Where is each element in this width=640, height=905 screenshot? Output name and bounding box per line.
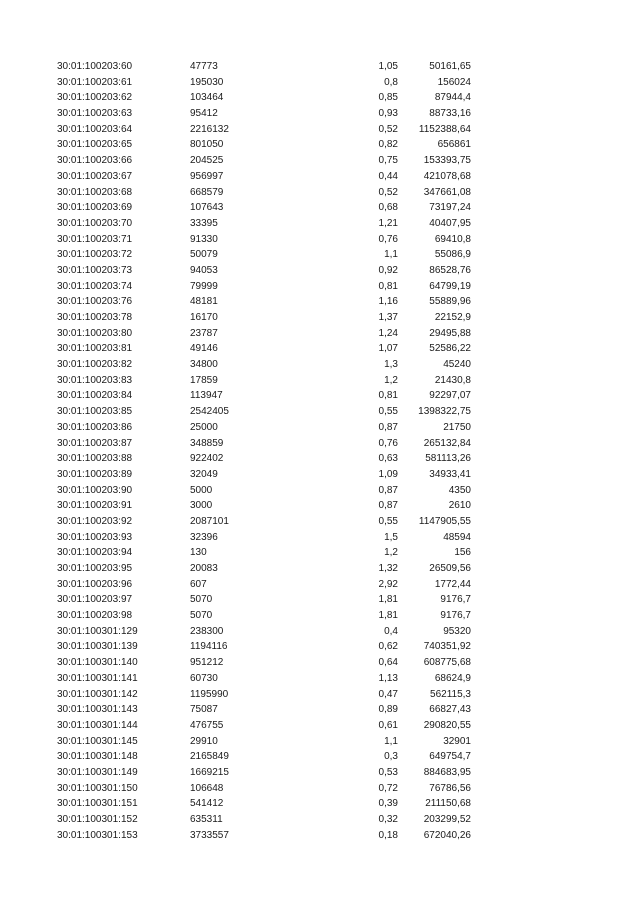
cadastral-number-cell: 30:01:100203:67 [57,170,133,182]
table-row [0,122,640,138]
quantity-cell: 956997 [190,170,224,182]
coefficient-cell: 0,81 [378,280,398,292]
coefficient-cell: 1,2 [384,374,398,386]
cadastral-number-cell: 30:01:100203:86 [57,421,133,433]
table-row [0,812,640,828]
total-value-cell: 21750 [443,421,471,433]
cadastral-number-cell: 30:01:100203:88 [57,453,133,465]
table-row [0,718,640,734]
cadastral-number-cell: 30:01:100203:85 [57,406,133,418]
quantity-cell: 47773 [190,61,218,72]
table-row [0,200,640,216]
table-row [0,153,640,169]
table-row [0,373,640,389]
table-row [0,828,640,844]
cadastral-number-cell: 30:01:100301:148 [57,751,138,763]
total-value-cell: 66827,43 [429,704,471,716]
table-row [0,169,640,185]
quantity-cell: 476755 [190,719,224,731]
cadastral-number-cell: 30:01:100203:89 [57,468,133,480]
coefficient-cell: 1,2 [384,547,398,559]
total-value-cell: 32901 [443,735,471,747]
coefficient-cell: 1,32 [378,563,398,574]
coefficient-cell: 0,39 [378,798,398,810]
total-value-cell: 884683,95 [423,766,471,778]
total-value-cell: 421078,68 [423,170,471,182]
total-value-cell: 73197,24 [429,202,471,214]
total-value-cell: 656861 [437,139,471,151]
table-row [0,232,640,248]
cadastral-number-cell: 30:01:100203:60 [57,61,133,72]
total-value-cell: 153393,75 [423,155,471,167]
table-row [0,326,640,342]
coefficient-cell: 0,87 [378,484,398,496]
quantity-cell: 95412 [190,108,218,120]
total-value-cell: 68624,9 [434,672,471,684]
quantity-cell: 541412 [190,798,224,810]
coefficient-cell: 0,4 [384,625,398,637]
cadastral-number-cell: 30:01:100203:92 [57,515,133,527]
coefficient-cell: 0,72 [378,782,398,794]
quantity-cell: 25000 [190,421,218,433]
total-value-cell: 1398322,75 [418,406,471,418]
cadastral-number-cell: 30:01:100203:72 [57,249,133,261]
cadastral-number-cell: 30:01:100203:98 [57,610,133,622]
quantity-cell: 5000 [190,484,213,496]
cadastral-number-cell: 30:01:100203:76 [57,296,133,308]
cadastral-number-cell: 30:01:100301:153 [57,829,138,841]
coefficient-cell: 0,47 [378,688,398,700]
quantity-cell: 29910 [190,735,218,747]
table-row [0,185,640,201]
quantity-cell: 2542405 [190,406,229,418]
table-row [0,514,640,530]
table-row [0,436,640,452]
coefficient-cell: 2,92 [378,578,398,590]
total-value-cell: 581113,26 [425,453,471,465]
quantity-cell: 2087101 [190,515,229,527]
coefficient-cell: 1,16 [378,296,398,308]
coefficient-cell: 0,76 [378,437,398,449]
cadastral-number-cell: 30:01:100203:81 [57,343,133,355]
cadastral-number-cell: 30:01:100301:151 [57,798,138,810]
total-value-cell: 156 [454,547,471,559]
quantity-cell: 238300 [190,625,224,637]
quantity-cell: 607 [190,578,207,590]
quantity-cell: 3000 [190,500,213,512]
table-row [0,639,640,655]
cadastral-number-cell: 30:01:100203:97 [57,594,133,606]
quantity-cell: 33395 [190,217,218,229]
total-value-cell: 608775,68 [423,657,471,669]
coefficient-cell: 1,07 [378,343,398,355]
coefficient-cell: 1,1 [384,735,398,747]
total-value-cell: 52586,22 [429,343,471,355]
coefficient-cell: 1,09 [378,468,398,480]
table-row [0,687,640,703]
table-row [0,106,640,122]
quantity-cell: 60730 [190,672,218,684]
cadastral-number-cell: 30:01:100301:142 [57,688,138,700]
table-row [0,294,640,310]
quantity-cell: 50079 [190,249,218,261]
total-value-cell: 4350 [448,484,471,496]
coefficient-cell: 0,32 [378,814,398,825]
cadastral-number-cell: 30:01:100203:69 [57,202,133,214]
coefficient-cell: 0,64 [378,657,398,669]
cadastral-number-cell: 30:01:100203:62 [57,92,133,104]
cadastral-number-cell: 30:01:100203:74 [57,280,133,292]
quantity-cell: 49146 [190,343,218,355]
total-value-cell: 290820,55 [423,719,471,731]
coefficient-cell: 1,5 [384,531,398,543]
cadastral-number-cell: 30:01:100203:64 [57,123,133,135]
coefficient-cell: 0,62 [378,641,398,653]
table-row [0,796,640,812]
table-row [0,247,640,263]
coefficient-cell: 1,05 [378,61,398,72]
quantity-cell: 5070 [190,594,213,606]
coefficient-cell: 1,81 [378,594,398,606]
table-row [0,420,640,436]
spreadsheet-table [0,59,640,843]
table-row [0,749,640,765]
cadastral-number-cell: 30:01:100203:70 [57,217,133,229]
quantity-cell: 1669215 [190,766,229,778]
table-row [0,592,640,608]
quantity-cell: 32396 [190,531,218,543]
coefficient-cell: 0,87 [378,500,398,512]
total-value-cell: 1152388,64 [418,123,471,135]
quantity-cell: 2216132 [190,123,229,135]
coefficient-cell: 0,3 [384,751,398,763]
quantity-cell: 79999 [190,280,218,292]
coefficient-cell: 0,18 [378,829,398,841]
table-row [0,310,640,326]
coefficient-cell: 0,52 [378,123,398,135]
cadastral-number-cell: 30:01:100301:145 [57,735,138,747]
coefficient-cell: 0,53 [378,766,398,778]
total-value-cell: 92297,07 [429,390,471,402]
total-value-cell: 95320 [443,625,471,637]
quantity-cell: 635311 [190,814,223,825]
table-row [0,655,640,671]
quantity-cell: 17859 [190,374,218,386]
total-value-cell: 265132,84 [423,437,471,449]
total-value-cell: 21430,8 [434,374,471,386]
cadastral-number-cell: 30:01:100301:152 [57,814,138,825]
cadastral-number-cell: 30:01:100301:140 [57,657,138,669]
table-row [0,545,640,561]
quantity-cell: 3733557 [190,829,229,841]
total-value-cell: 26509,56 [429,563,471,574]
coefficient-cell: 0,55 [378,515,398,527]
coefficient-cell: 0,44 [378,170,398,182]
table-row [0,734,640,750]
table-row [0,451,640,467]
total-value-cell: 40407,95 [429,217,471,229]
total-value-cell: 1147905,55 [418,515,471,527]
total-value-cell: 1772,44 [434,578,471,590]
coefficient-cell: 0,87 [378,421,398,433]
table-row [0,561,640,577]
table-row [0,216,640,232]
total-value-cell: 22152,9 [434,312,471,323]
cadastral-number-cell: 30:01:100203:84 [57,390,133,402]
coefficient-cell: 1,81 [378,610,398,622]
quantity-cell: 20083 [190,563,218,574]
coefficient-cell: 1,3 [384,359,398,371]
table-row [0,765,640,781]
cadastral-number-cell: 30:01:100301:141 [57,672,138,684]
total-value-cell: 672040,26 [423,829,471,841]
total-value-cell: 48594 [443,531,471,543]
coefficient-cell: 0,82 [378,139,398,151]
table-row [0,530,640,546]
total-value-cell: 69410,8 [434,233,471,245]
table-row [0,341,640,357]
cadastral-number-cell: 30:01:100203:65 [57,139,133,151]
quantity-cell: 1195990 [190,688,229,700]
quantity-cell: 668579 [190,186,224,198]
coefficient-cell: 0,85 [378,92,398,104]
quantity-cell: 94053 [190,264,218,276]
cadastral-number-cell: 30:01:100203:73 [57,264,133,276]
total-value-cell: 55889,96 [429,296,471,308]
cadastral-number-cell: 30:01:100203:94 [57,547,133,559]
table-row [0,75,640,91]
table-row [0,137,640,153]
quantity-cell: 922402 [190,453,224,465]
coefficient-cell: 0,76 [378,233,398,245]
cadastral-number-cell: 30:01:100203:91 [57,500,133,512]
cadastral-number-cell: 30:01:100203:87 [57,437,133,449]
quantity-cell: 32049 [190,468,218,480]
table-row [0,483,640,499]
quantity-cell: 204525 [190,155,224,167]
quantity-cell: 130 [190,547,207,559]
total-value-cell: 211150,68 [425,798,471,810]
table-row [0,388,640,404]
cadastral-number-cell: 30:01:100203:71 [57,233,133,245]
total-value-cell: 347661,08 [423,186,471,198]
cadastral-number-cell: 30:01:100301:129 [57,625,138,637]
cadastral-number-cell: 30:01:100203:63 [57,108,133,120]
coefficient-cell: 0,63 [378,453,398,465]
quantity-cell: 5070 [190,610,213,622]
coefficient-cell: 0,8 [384,76,398,88]
total-value-cell: 649754,7 [429,751,471,763]
quantity-cell: 106648 [190,782,224,794]
quantity-cell: 348859 [190,437,224,449]
cadastral-number-cell: 30:01:100301:143 [57,704,138,716]
quantity-cell: 34800 [190,359,218,371]
coefficient-cell: 0,93 [378,108,398,120]
coefficient-cell: 1,13 [378,672,398,684]
quantity-cell: 2165849 [190,751,229,763]
cadastral-number-cell: 30:01:100203:90 [57,484,133,496]
quantity-cell: 48181 [190,296,218,308]
coefficient-cell: 1,21 [378,217,398,229]
table-row [0,59,640,75]
total-value-cell: 9176,7 [440,594,471,606]
cadastral-number-cell: 30:01:100301:139 [57,641,138,653]
total-value-cell: 740351,92 [423,641,471,653]
quantity-cell: 113947 [190,390,223,402]
cadastral-number-cell: 30:01:100203:82 [57,359,133,371]
coefficient-cell: 0,75 [378,155,398,167]
table-row [0,608,640,624]
cadastral-number-cell: 30:01:100301:149 [57,766,138,778]
quantity-cell: 801050 [190,139,224,151]
total-value-cell: 64799,19 [429,280,471,292]
cadastral-number-cell: 30:01:100203:83 [57,374,133,386]
table-row [0,781,640,797]
table-row [0,498,640,514]
coefficient-cell: 0,81 [378,390,398,402]
quantity-cell: 103464 [190,92,224,104]
cadastral-number-cell: 30:01:100203:61 [57,76,133,88]
coefficient-cell: 0,92 [378,264,398,276]
total-value-cell: 203299,52 [423,814,471,825]
quantity-cell: 1194116 [190,641,228,653]
table-row [0,263,640,279]
coefficient-cell: 0,68 [378,202,398,214]
total-value-cell: 45240 [443,359,471,371]
cadastral-number-cell: 30:01:100203:78 [57,312,133,323]
total-value-cell: 9176,7 [440,610,471,622]
table-row [0,279,640,295]
quantity-cell: 91330 [190,233,218,245]
coefficient-cell: 0,61 [378,719,398,731]
table-row [0,624,640,640]
coefficient-cell: 0,55 [378,406,398,418]
total-value-cell: 2610 [448,500,471,512]
cadastral-number-cell: 30:01:100301:150 [57,782,138,794]
table-row [0,404,640,420]
total-value-cell: 86528,76 [429,264,471,276]
cadastral-number-cell: 30:01:100203:66 [57,155,133,167]
table-row [0,467,640,483]
quantity-cell: 75087 [190,704,218,716]
coefficient-cell: 0,52 [378,186,398,198]
coefficient-cell: 0,89 [378,704,398,716]
table-row [0,577,640,593]
cadastral-number-cell: 30:01:100203:93 [57,531,133,543]
table-row [0,90,640,106]
total-value-cell: 156024 [437,76,471,88]
table-row [0,357,640,373]
total-value-cell: 562115,3 [430,688,471,700]
coefficient-cell: 1,37 [378,312,398,323]
cadastral-number-cell: 30:01:100203:80 [57,327,133,339]
total-value-cell: 34933,41 [429,468,471,480]
total-value-cell: 76786,56 [429,782,471,794]
cadastral-number-cell: 30:01:100203:95 [57,563,133,574]
total-value-cell: 55086,9 [434,249,471,261]
quantity-cell: 16170 [190,312,218,323]
cadastral-number-cell: 30:01:100301:144 [57,719,138,731]
coefficient-cell: 1,24 [378,327,398,339]
table-row [0,671,640,687]
quantity-cell: 195030 [190,76,224,88]
quantity-cell: 23787 [190,327,218,339]
coefficient-cell: 1,1 [384,249,398,261]
total-value-cell: 50161,65 [429,61,471,72]
total-value-cell: 29495,88 [429,327,471,339]
table-row [0,702,640,718]
total-value-cell: 88733,16 [429,108,471,120]
quantity-cell: 951212 [190,657,224,669]
cadastral-number-cell: 30:01:100203:96 [57,578,133,590]
cadastral-number-cell: 30:01:100203:68 [57,186,133,198]
total-value-cell: 87944,4 [434,92,471,104]
quantity-cell: 107643 [190,202,224,214]
